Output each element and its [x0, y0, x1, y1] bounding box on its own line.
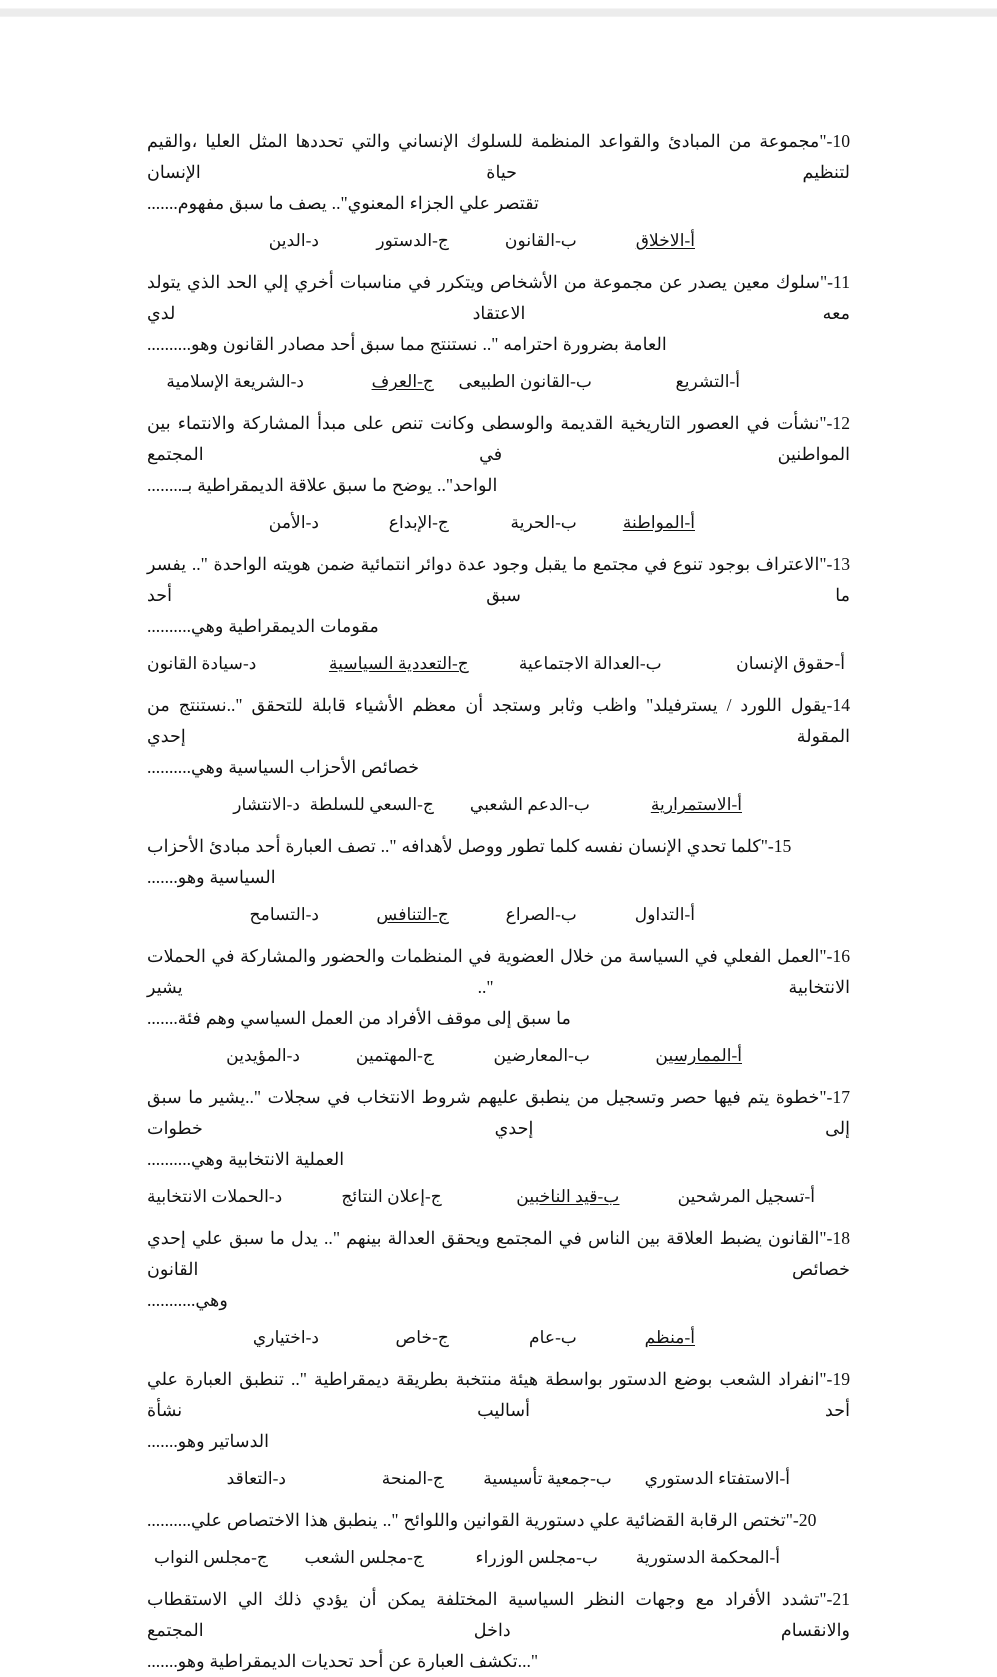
option-c-16[interactable]: ج-المهتمين: [355, 1046, 434, 1065]
option-a-12[interactable]: أ-المواطنة: [622, 513, 695, 532]
question-stem-13: [147, 549, 850, 642]
option-d-13[interactable]: د-سيادة القانون: [147, 654, 257, 673]
question-stem-line-1: 15-"كلما تحدي الإنسان نفسه كلما تطور ووصل لأهدافه ".. تصف العبارة أحد مبادئ الأحزاب السياسية وهو.......: [147, 836, 792, 887]
question-stem-line-1: 10-"مجموعة من المبادئ والقواعد المنظمة للسلوك الإنساني والتي تحددها المثل العليا ،والقيم لتنظيم حياة الإنسان: [147, 131, 850, 182]
option-a-15[interactable]: أ-التداول: [634, 905, 695, 924]
option-c-20[interactable]: ج-مجلس الشعب: [304, 1548, 424, 1567]
question-block-17: [147, 1082, 850, 1212]
option-a-16[interactable]: أ-الممارسين: [655, 1046, 742, 1065]
question-stem-14: [147, 690, 850, 783]
question-stem-line-2: العامة بضرورة احترامه ".. نستنتج مما سبق أحد مصادر القانون وهو..........: [147, 334, 667, 354]
option-b-15[interactable]: ب-الصراع: [505, 905, 577, 924]
option-a-14[interactable]: أ-الاستمرارية: [650, 795, 742, 814]
question-stem-line-1: 16-"العمل الفعلي في السياسة من خلال العضوية في المنظمات والحضور والمشاركة في الحملات الانتخابية ".. يشير: [147, 946, 850, 997]
question-stem-line-1: 13-"الاعتراف بوجود تنوع في مجتمع ما يقبل وجود عدة دوائر انتمائية ضمن هويته الواحدة ".. يفسر ما سبق أحد: [147, 554, 850, 605]
question-stem-line-1: 17-"خطوة يتم فيها حصر وتسجيل من ينطبق عليهم شروط الانتخاب في سجلات "..يشير ما سبق إلى إحدي خطوات: [147, 1087, 850, 1138]
option-c-15[interactable]: ج-التنافس: [376, 905, 449, 924]
question-stem-line-1: 12-"نشأت في العصور التاريخية القديمة والوسطى وكانت تنص على مبدأ المشاركة والانتماء بين المواطنين في المجتمع: [147, 413, 850, 464]
question-stem-15: [147, 831, 850, 893]
options-row-14: [147, 790, 850, 820]
question-stem-line-1: 20-"تختص الرقابة القضائية علي دستورية القوانين واللوائح ".. ينطبق هذا الاختصاص علي..........: [147, 1510, 817, 1530]
question-block-10: [147, 126, 850, 256]
option-a-20[interactable]: أ-المحكمة الدستورية: [635, 1548, 780, 1567]
option-d-16[interactable]: د-المؤيدين: [226, 1046, 300, 1065]
option-d-18[interactable]: د-اختياري: [252, 1328, 319, 1347]
question-block-14: [147, 690, 850, 820]
option-b-11[interactable]: ب-القانون الطبيعى: [458, 372, 592, 391]
option-b-18[interactable]: ب-عام: [528, 1328, 577, 1347]
option-c-11[interactable]: ج-العرف: [371, 372, 434, 391]
option-c-12[interactable]: ج-الإبداع: [388, 513, 449, 532]
options-row-17: [147, 1182, 850, 1212]
option-b-13[interactable]: ب-العدالة الاجتماعية: [518, 654, 662, 673]
question-block-16: [147, 941, 850, 1071]
option-c-18[interactable]: ج-خاص: [395, 1328, 449, 1347]
options-row-13: [147, 649, 850, 679]
question-block-11: [147, 267, 850, 397]
question-stem-line-2: تقتصر علي الجزاء المعنوي".. يصف ما سبق مفهوم.......: [147, 193, 539, 213]
question-stem-line-2: "...تكشف العبارة عن أحد تحديات الديمقراطية وهو.......: [147, 1651, 539, 1671]
option-b-20[interactable]: ب-مجلس الوزراء: [475, 1548, 598, 1567]
question-stem-line-2: مقومات الديمقراطية وهي..........: [147, 616, 379, 636]
question-stem-12: [147, 408, 850, 501]
options-row-11: [147, 367, 850, 397]
options-row-19: [147, 1464, 850, 1494]
question-stem-16: [147, 941, 850, 1034]
option-b-17[interactable]: ب-قيد الناخبين: [516, 1187, 620, 1206]
option-a-13[interactable]: أ-حقوق الإنسان: [736, 654, 845, 673]
option-c-10[interactable]: ج-الدستور: [376, 231, 449, 250]
option-c-17[interactable]: ج-إعلان النتائج: [341, 1187, 442, 1206]
option-b-16[interactable]: ب-المعارضين: [493, 1046, 590, 1065]
question-stem-line-1: 14-يقول اللورد / يسترفيلد" واظب وثابر وستجد أن معظم الأشياء قابلة للتحقق "..نستنتج من المقولة إحدي: [147, 695, 850, 746]
options-row-16: [147, 1041, 850, 1071]
question-block-20: [147, 1505, 850, 1573]
question-stem-line-2: وهي...........: [147, 1290, 228, 1310]
options-row-20: [147, 1543, 850, 1573]
question-block-12: [147, 408, 850, 538]
question-block-15: [147, 831, 850, 930]
question-block-19: [147, 1364, 850, 1494]
question-stem-18: [147, 1223, 850, 1316]
question-block-13: [147, 549, 850, 679]
option-d-17[interactable]: د-الحملات الانتخابية: [147, 1187, 283, 1206]
option-c-19[interactable]: ج-المنحة: [381, 1469, 444, 1488]
question-stem-line-2: العملية الانتخابية وهي..........: [147, 1149, 345, 1169]
option-b-14[interactable]: ب-الدعم الشعبي: [469, 795, 590, 814]
option-b-10[interactable]: ب-القانون: [504, 231, 577, 250]
question-stem-line-1: 21-"تشدد الأفراد مع وجهات النظر السياسية المختلفة يمكن أن يؤدي ذلك الي الاستقطاب والانقسام داخل المجتمع: [147, 1589, 850, 1640]
question-stem-11: [147, 267, 850, 360]
option-a-18[interactable]: أ-منظم: [644, 1328, 695, 1347]
options-row-12: [147, 508, 850, 538]
option-d-11[interactable]: د-الشريعة الإسلامية: [166, 372, 304, 391]
option-a-11[interactable]: أ-التشريع: [675, 372, 740, 391]
question-stem-19: [147, 1364, 850, 1457]
option-c-13[interactable]: ج-التعددية السياسية: [328, 654, 469, 673]
question-stem-10: [147, 126, 850, 219]
option-d-14[interactable]: د-الانتشار: [233, 795, 300, 814]
option-c-14[interactable]: ج-السعي للسلطة: [309, 795, 434, 814]
question-stem-line-2: الدساتير وهو.......: [147, 1431, 270, 1451]
option-a-19[interactable]: أ-الاستفتاء الدستوري: [644, 1469, 790, 1488]
question-stem-17: [147, 1082, 850, 1175]
question-block-21: [147, 1584, 850, 1677]
question-stem-line-2: الواحد".. يوضح ما سبق علاقة الديمقراطية بـ........: [147, 475, 498, 495]
option-d-15[interactable]: د-التسامح: [249, 905, 319, 924]
option-d-10[interactable]: د-الدين: [268, 231, 319, 250]
question-stem-line-1: 18-"القانون يضبط العلاقة بين الناس في المجتمع ويحقق العدالة بينهم ".. يدل ما سبق علي إحدي خصائص القانون: [147, 1228, 850, 1279]
options-row-15: [147, 900, 850, 930]
question-stem-21: [147, 1584, 850, 1677]
options-row-18: [147, 1323, 850, 1353]
option-a-10[interactable]: أ-الاخلاق: [635, 231, 695, 250]
question-stem-line-1: 11-"سلوك معين يصدر عن مجموعة من الأشخاص ويتكرر في مناسبات أخري إلي الحد الذي يتولد معه الاعتقاد لدي: [147, 272, 850, 323]
option-b-19[interactable]: ب-جمعية تأسيسية: [483, 1469, 612, 1488]
option-d-20[interactable]: ج-مجلس النواب: [153, 1548, 268, 1567]
question-stem-line-2: خصائص الأحزاب السياسية وهي..........: [147, 757, 420, 777]
question-stem-20: [147, 1505, 850, 1536]
option-d-12[interactable]: د-الأمن: [268, 513, 319, 532]
question-block-18: [147, 1223, 850, 1353]
options-row-10: [147, 226, 850, 256]
option-d-19[interactable]: د-التعاقد: [226, 1469, 286, 1488]
question-stem-line-2: ما سبق إلى موقف الأفراد من العمل السياسي وهم فئة.......: [147, 1008, 571, 1028]
option-b-12[interactable]: ب-الحرية: [510, 513, 577, 532]
option-a-17[interactable]: أ-تسجيل المرشحين: [677, 1187, 815, 1206]
question-stem-line-1: 19-"انفراد الشعب بوضع الدستور بواسطة هيئة منتخبة بطريقة ديمقراطية ".. تنطبق العبارة علي أحد أساليب نشأة: [147, 1369, 850, 1420]
